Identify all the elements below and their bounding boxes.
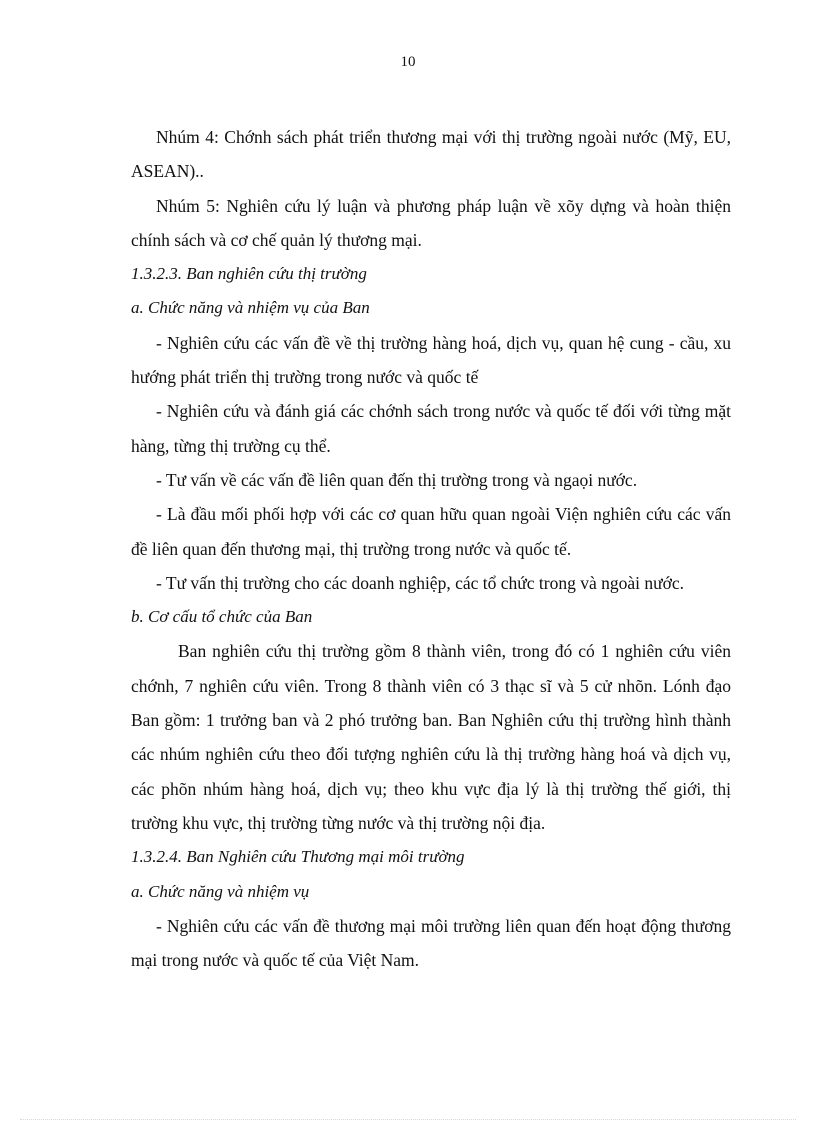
body-paragraph: - Nghiên cứu các vấn đề thương mại môi trường liên quan đến hoạt động thương mại trong nước và quốc tế của Việt Nam. [131,915,731,971]
subsection-heading: a. Chức năng và nhiệm vụ của Ban [131,298,370,318]
body-paragraph: Nhúm 5: Nghiên cứu lý luận và phương pháp luận về xõy dựng và hoàn thiện chính sách và cơ chế quản lý thương mại. [131,195,731,250]
subsection-heading: b. Cơ cấu tổ chức của Ban [131,607,313,627]
body-paragraph: Nhúm 4: Chớnh sách phát triển thương mại với thị trường ngoài nước (Mỹ, EU, ASEAN).. [131,127,731,182]
body-paragraph: - Nghiên cứu các vấn đề về thị trường hàng hoá, dịch vụ, quan hệ cung - cầu, xu hướng phát triển thị trường trong nước và quốc tế [131,332,731,388]
body-paragraph: - Tư vấn về các vấn đề liên quan đến thị trường trong và ngaọi nước. [156,469,638,490]
page-number: 10 [400,54,416,70]
body-paragraph: - Tư vấn thị trường cho các doanh nghiệp, các tổ chức trong và ngoài nước. [156,572,684,593]
section-heading: 1.3.2.4. Ban Nghiên cứu Thương mại môi trường [131,847,465,867]
page-bottom-rule [20,1119,796,1120]
body-paragraph: - Nghiên cứu và đánh giá các chớnh sách trong nước và quốc tế đối với từng mặt hàng, từng thị trường cụ thể. [131,401,731,456]
document-body [131,120,731,977]
section-heading: 1.3.2.3. Ban nghiên cứu thị trường [131,264,367,284]
body-paragraph: - Là đầu mối phối hợp với các cơ quan hữu quan ngoài Viện nghiên cứu các vấn đề liên quan đến thương mại, thị trường trong nước và quốc tế. [131,504,731,559]
body-paragraph: Ban nghiên cứu thị trường gồm 8 thành viên, trong đó có 1 nghiên cứu viên chớnh, 7 nghiên cứu viên. Trong 8 thành viên có 3 thạc sĩ và 5 cử nhõn. Lónh đạo Ban gồm: 1 trưởng ban và 2 phó trưởng ban. Ban Nghiên cứu thị trường hình thành các nhúm nghiên cứu theo đối tượng nghiên cứu là thị trường hàng hoá và dịch vụ, các phõn nhúm hàng hoá, dịch vụ; theo khu vực địa lý là thị trường thế giới, thị trường khu vực, thị trường từng nước và thị trường nội địa. [131,641,731,833]
subsection-heading: a. Chức năng và nhiệm vụ [131,881,310,901]
